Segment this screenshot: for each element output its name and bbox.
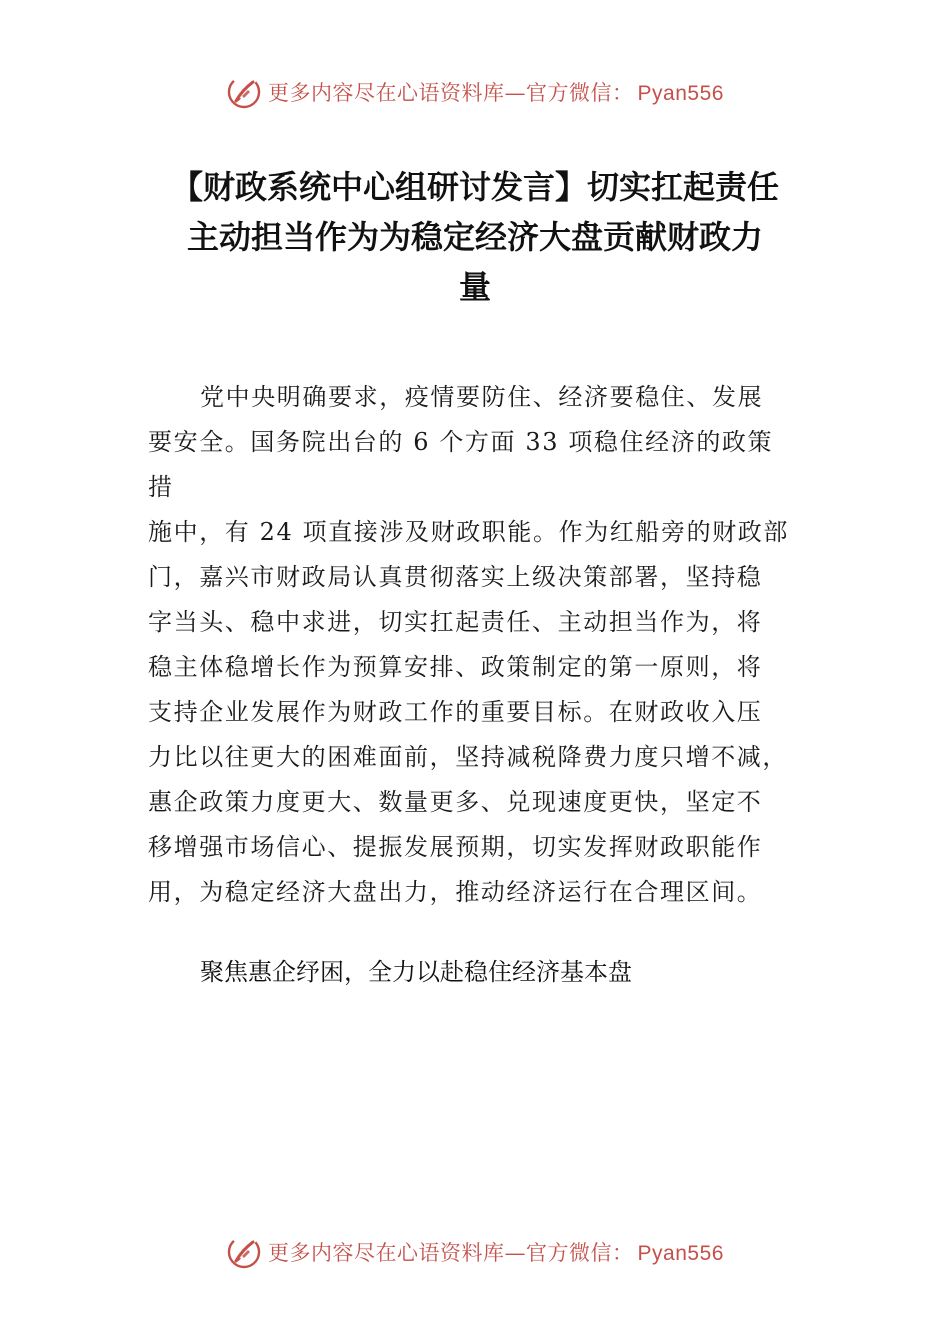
- title-line: 【财政系统中心组研讨发言】切实扛起责任: [170, 168, 779, 206]
- footer-banner: [0, 1230, 950, 1274]
- paragraph-line: 移增强市场信心、提振发展预期，切实发挥财政职能作: [148, 833, 763, 861]
- banner-wechat-id: Pyan556: [637, 1242, 724, 1265]
- paragraph-line: 字当头、稳中求进，切实扛起责任、主动担当作为，将: [148, 608, 763, 636]
- banner-dash: —: [504, 81, 527, 105]
- brush-logo-icon: [226, 1234, 262, 1270]
- document-title: [140, 162, 810, 312]
- banner-text: [268, 1237, 724, 1267]
- header-banner: [0, 70, 950, 114]
- banner-slogan: 更多内容尽在心语资料库: [268, 1241, 505, 1265]
- paragraph-line: 施中，有 24 项直接涉及财政职能。作为红船旁的财政部: [148, 518, 789, 546]
- section-heading: 聚焦惠企纾困，全力以赴稳住经济基本盘: [200, 958, 632, 986]
- paragraph-line: 措: [148, 473, 174, 501]
- paragraph-line: 门，嘉兴市财政局认真贯彻落实上级决策部署，坚持稳: [148, 563, 763, 591]
- paragraph-line: 稳主体稳增长作为预算安排、政策制定的第一原则，将: [148, 653, 763, 681]
- paragraph-line: 惠企政策力度更大、数量更多、兑现速度更快，坚定不: [148, 788, 763, 816]
- body-paragraph: [148, 375, 804, 915]
- paragraph-line: 支持企业发展作为财政工作的重要目标。在财政收入压: [148, 698, 763, 726]
- banner-wechat-label: 官方微信：: [526, 1241, 634, 1265]
- paragraph-line: 力比以往更大的困难面前，坚持减税降费力度只增不减，: [148, 743, 788, 771]
- paragraph-line: 要安全。国务院出台的 6 个方面 33 项稳住经济的政策: [148, 428, 774, 456]
- banner-slogan: 更多内容尽在心语资料库: [268, 81, 505, 105]
- banner-text: [268, 77, 724, 107]
- banner-wechat-id: Pyan556: [637, 82, 724, 105]
- title-line: 主动担当作为为稳定经济大盘贡献财政力: [186, 218, 763, 256]
- brush-logo-icon: [226, 74, 262, 110]
- paragraph-line: 用，为稳定经济大盘出力，推动经济运行在合理区间。: [148, 878, 763, 906]
- paragraph-line: 党中央明确要求，疫情要防住、经济要稳住、发展: [200, 383, 764, 411]
- title-line: 量: [458, 268, 491, 306]
- banner-wechat-label: 官方微信：: [526, 81, 634, 105]
- banner-dash: —: [504, 1241, 527, 1265]
